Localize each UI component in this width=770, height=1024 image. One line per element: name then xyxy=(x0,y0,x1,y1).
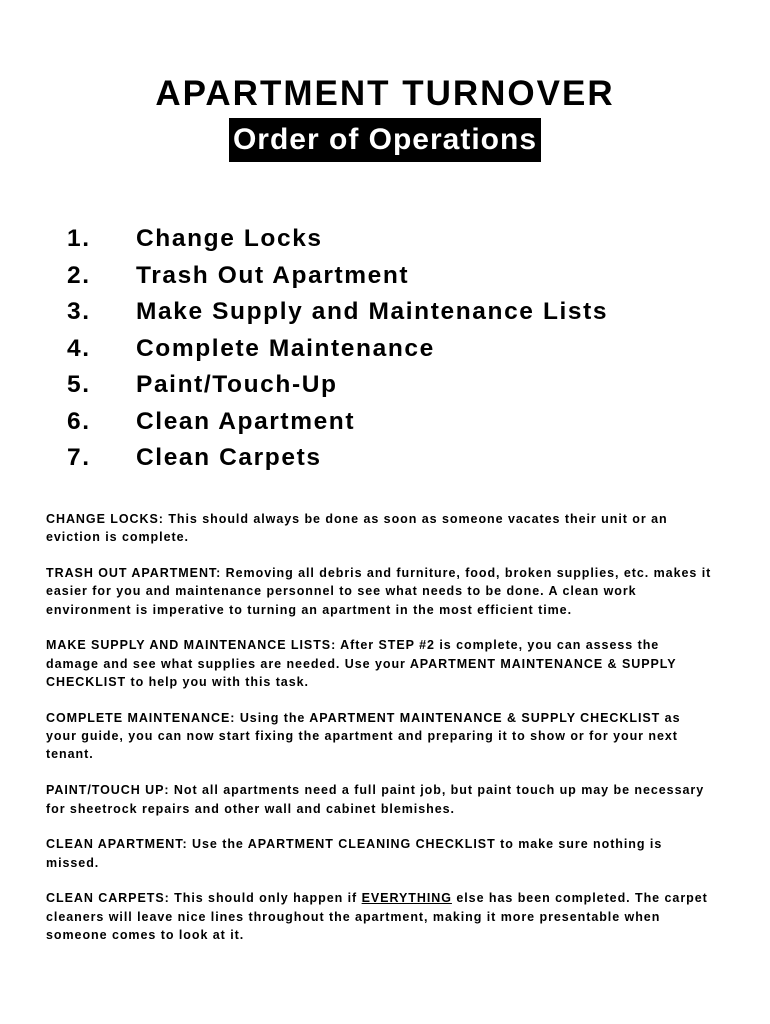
text-line: tenant. xyxy=(46,747,94,762)
step-number: 3. xyxy=(67,298,91,325)
page-title: APARTMENT TURNOVER xyxy=(155,74,615,113)
step-item xyxy=(0,222,770,259)
text-segment: else has been completed. The carpet xyxy=(451,891,708,906)
step-number: 1. xyxy=(67,225,91,252)
step-label: Clean Carpets xyxy=(136,444,322,471)
text-line: eviction is complete. xyxy=(46,530,189,545)
descriptions-section xyxy=(46,510,726,962)
text-line: CLEAN APARTMENT: Use the APARTMENT CLEANING CHECKLIST to make sure nothing is xyxy=(46,837,663,852)
step-label: Clean Apartment xyxy=(136,407,356,435)
text-line: easier for you and maintenance personnel to see what needs to be done. A clean work xyxy=(46,584,637,599)
step-item xyxy=(0,332,770,369)
text-line: CHECKLIST to help you with this task. xyxy=(46,675,309,690)
step-number: 2. xyxy=(67,261,91,289)
paragraph-complete-maintenance xyxy=(46,709,726,764)
text-line: damage and see what supplies are needed. Use your APARTMENT MAINTENANCE & SUPPLY xyxy=(46,656,677,671)
text-line: missed. xyxy=(46,855,100,870)
paragraph-supply-lists xyxy=(46,636,726,691)
text-line: PAINT/TOUCH UP: Not all apartments need a full paint job, but paint touch up may be necessary xyxy=(46,783,705,798)
subtitle-container xyxy=(0,118,770,162)
paragraph-clean-apartment xyxy=(46,835,726,872)
step-number: 4. xyxy=(67,334,91,362)
step-number: 6. xyxy=(67,407,91,435)
step-number: 7. xyxy=(67,444,91,471)
text-line: cleaners will leave nice lines throughout the apartment, making it more presentable when xyxy=(46,909,661,924)
step-label: Complete Maintenance xyxy=(136,334,435,362)
step-label: Make Supply and Maintenance Lists xyxy=(136,298,609,325)
text-line: someone comes to look at it. xyxy=(46,928,245,943)
step-item xyxy=(0,441,770,478)
text-line: for sheetrock repairs and other wall and cabinet blemishes. xyxy=(46,801,455,816)
text-line: MAKE SUPPLY AND MAINTENANCE LISTS: After STEP #2 is complete, you can assess the xyxy=(46,638,660,653)
text-segment: CLEAN CARPETS: This should only happen if xyxy=(46,891,362,906)
paragraph-trash-out xyxy=(46,564,726,619)
page-subtitle: Order of Operations xyxy=(229,118,541,162)
underlined-emphasis: EVERYTHING xyxy=(361,891,452,906)
step-item xyxy=(0,259,770,296)
text-line: COMPLETE MAINTENANCE: Using the APARTMENT MAINTENANCE & SUPPLY CHECKLIST as xyxy=(46,710,681,725)
step-item xyxy=(0,295,770,332)
step-label: Trash Out Apartment xyxy=(136,261,410,289)
steps-list xyxy=(0,222,770,478)
paragraph-paint xyxy=(46,781,726,818)
step-label: Change Locks xyxy=(136,225,323,252)
step-label: Paint/Touch-Up xyxy=(136,371,338,398)
paragraph-clean-carpets xyxy=(46,889,726,944)
paragraph-change-locks xyxy=(46,510,726,547)
text-line: environment is imperative to turning an apartment in the most efficient time. xyxy=(46,602,573,617)
step-number: 5. xyxy=(67,371,91,398)
text-line: TRASH OUT APARTMENT: Removing all debris and furniture, food, broken supplies, etc. makes it xyxy=(46,566,712,581)
text-line xyxy=(46,889,726,907)
step-item xyxy=(0,405,770,442)
text-line: your guide, you can now start fixing the apartment and preparing it to show or for your next xyxy=(46,729,678,744)
step-item xyxy=(0,368,770,405)
text-line: CHANGE LOCKS: This should always be done as soon as someone vacates their unit or an xyxy=(46,512,668,526)
